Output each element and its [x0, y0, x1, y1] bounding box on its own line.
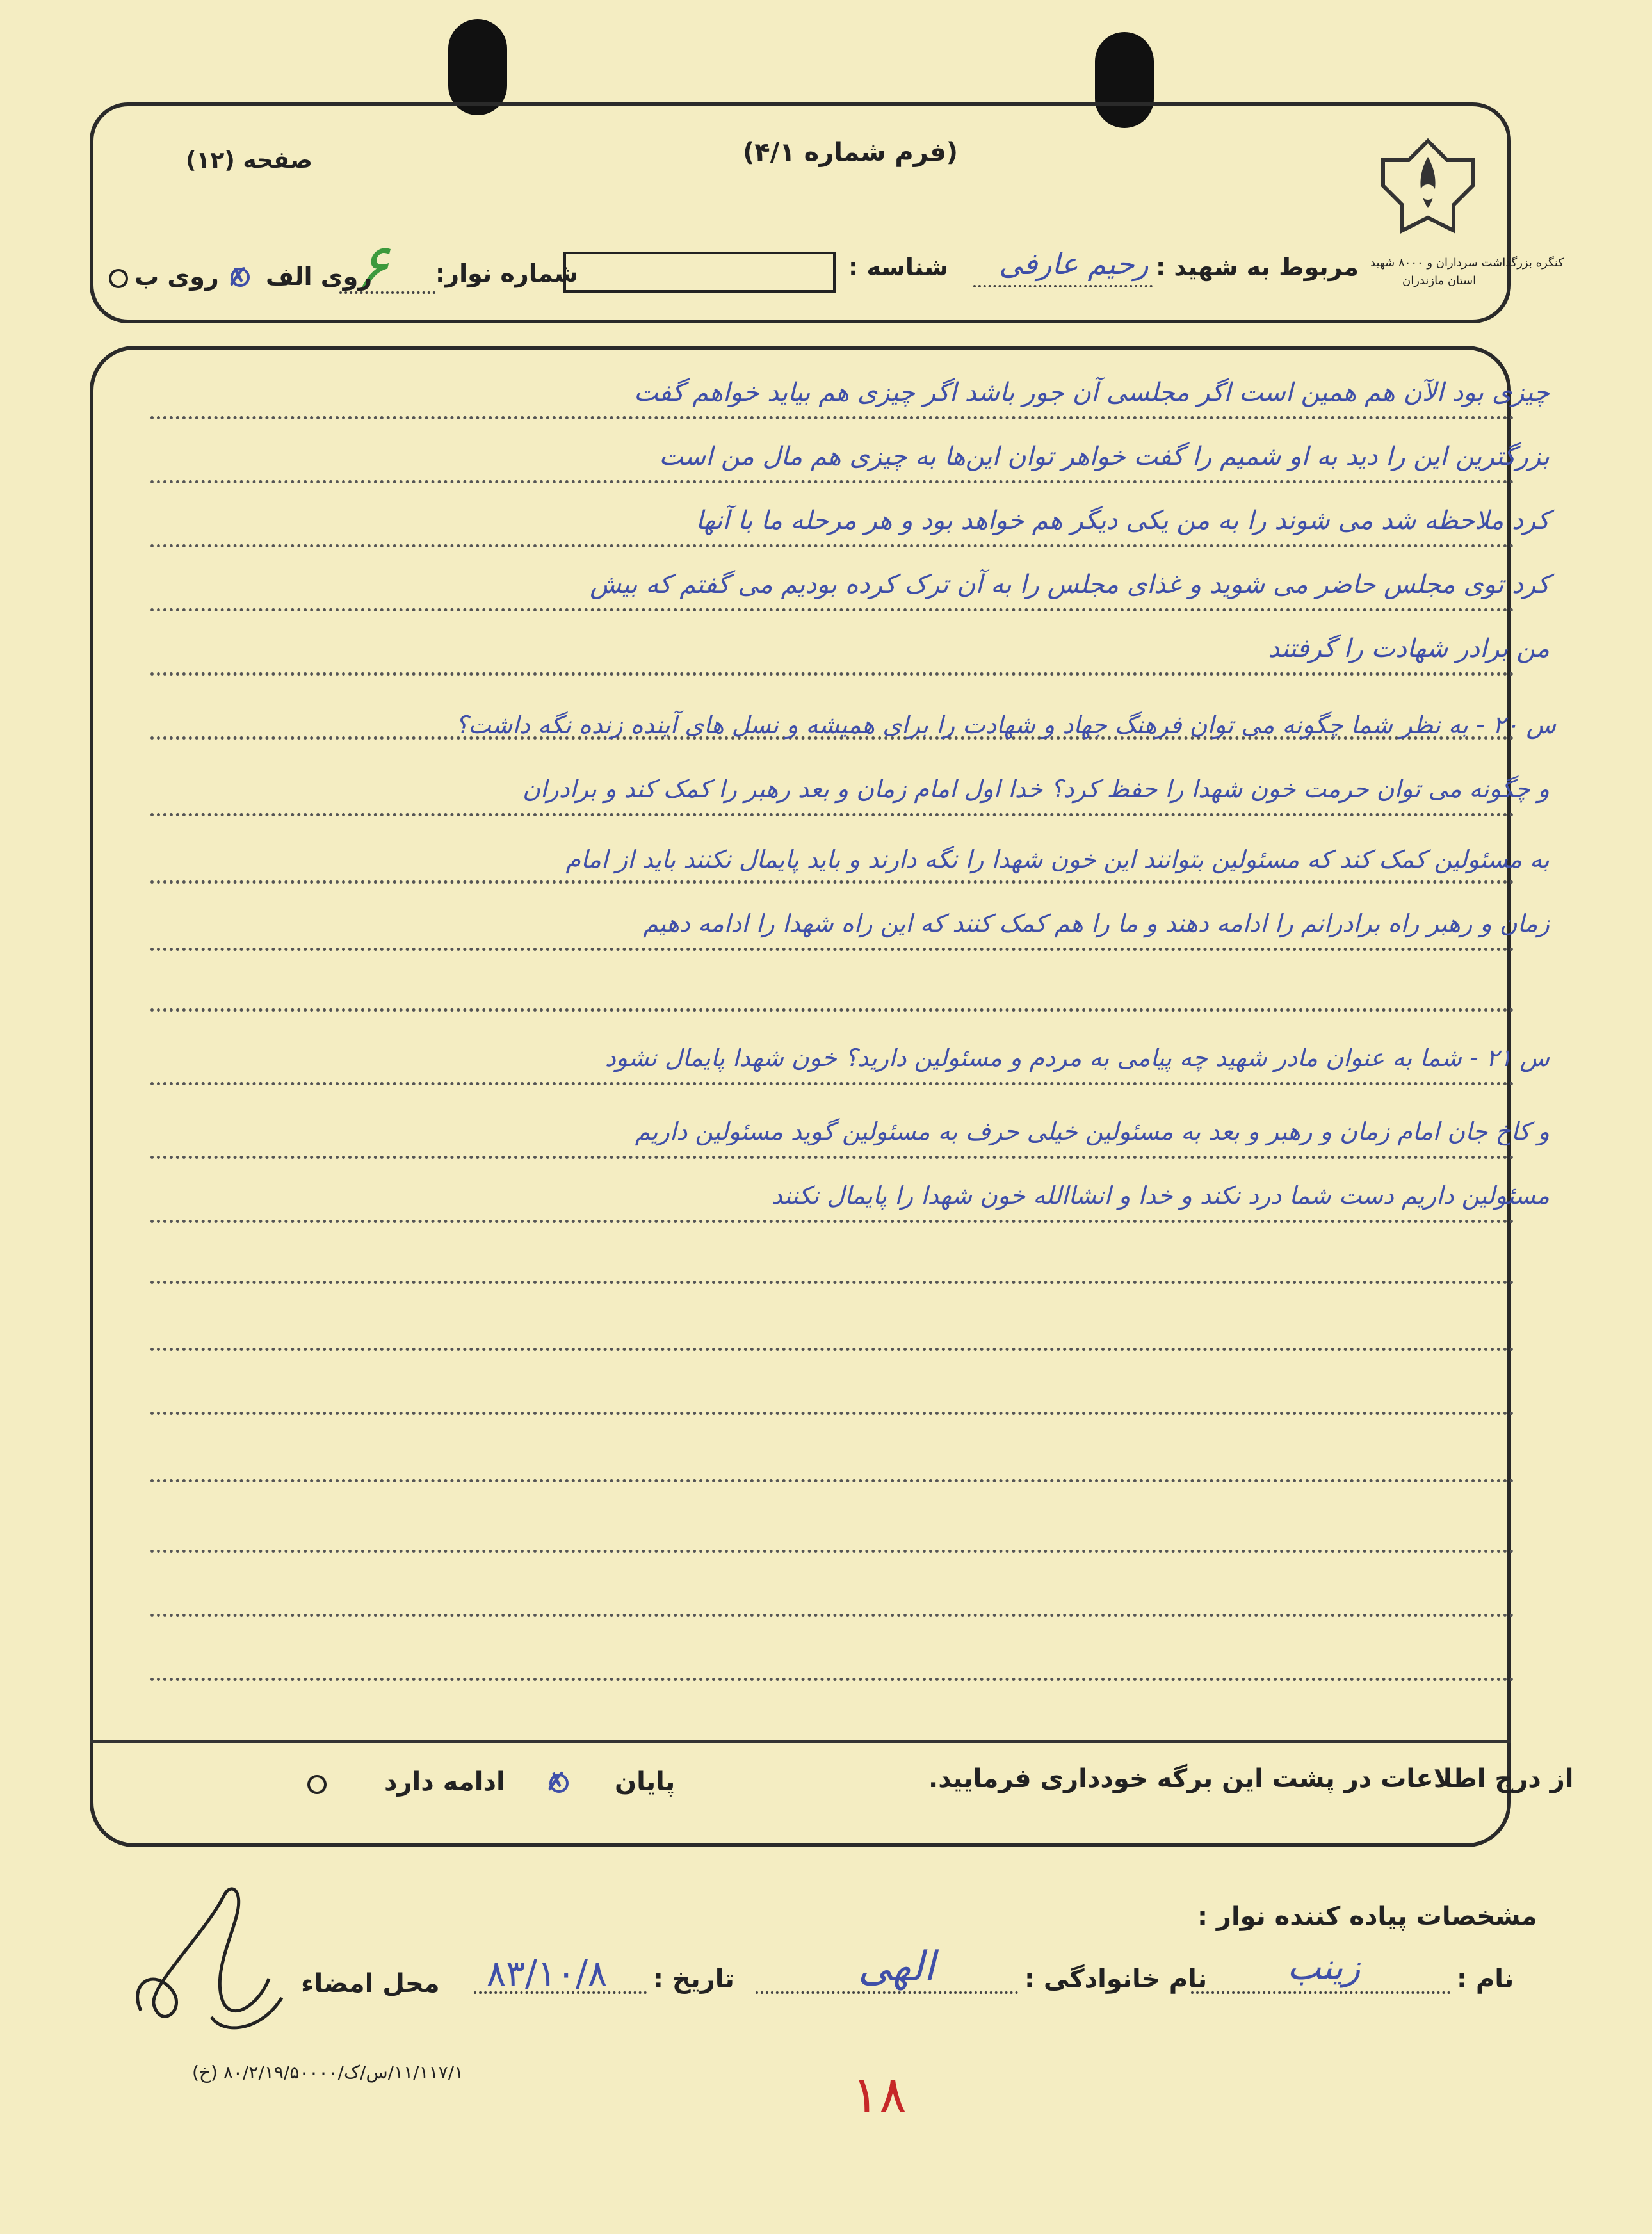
date-dotline — [474, 1991, 647, 1994]
ruled-line — [150, 1082, 1514, 1085]
handwritten-line: س ۲۰ - به نظر شما چگونه می توان فرهنگ جهاد و شهادت را برای همیشه و نسل های آینده زنده نگه داشت؟ — [455, 711, 1556, 739]
tape-number-label: شماره نوار: — [435, 259, 578, 287]
handwritten-line: کرد توی مجلس حاضر می شوید و غذای مجلس را به آن ترک کرده بودیم می گفتم که بیش — [590, 570, 1550, 599]
handwritten-line: من برادر شهادت را گرفتند — [1268, 634, 1550, 663]
page-label: صفحه (۱۲) — [186, 147, 312, 174]
family-label: نام خانوادگی : — [1024, 1964, 1208, 1994]
tape-dotline — [339, 291, 435, 294]
martyr-dotline — [973, 285, 1153, 287]
ruled-line — [150, 1479, 1514, 1482]
handwritten-line: مسئولین داریم دست شما درد نکند و خدا و انشاالله خون شهدا را پایمال نکنند — [771, 1181, 1550, 1210]
martyr-label: مربوط به شهید : — [1156, 253, 1359, 281]
ruled-line — [150, 1614, 1514, 1617]
ruled-line — [150, 1550, 1514, 1553]
family-dotline — [756, 1991, 1018, 1994]
continue-radio[interactable] — [307, 1775, 327, 1794]
ruled-line — [150, 480, 1514, 483]
side-b-checkbox[interactable] — [109, 269, 128, 288]
transcriber-title: مشخصات پیاده کننده نوار : — [1197, 1902, 1537, 1931]
handwritten-line: بزرگترین این را دید به او شمیم را گفت خواهر توان این‌ها به چیزی هم مال من است — [659, 442, 1550, 471]
signature-label: محل امضاء — [301, 1969, 440, 1998]
ruled-line — [150, 813, 1514, 816]
handwritten-line: زمان و رهبر راه برادرانم را ادامه دهند و ما را هم کمک کنند که این راه شهدا را ادامه دهیم — [643, 909, 1550, 937]
ruled-line — [150, 1412, 1514, 1415]
name-dotline — [1191, 1991, 1450, 1994]
notice-text: از درج اطلاعات در پشت این برگه خودداری فرمایید. — [928, 1764, 1574, 1793]
id-label: شناسه : — [848, 253, 948, 281]
ruled-line — [150, 672, 1514, 676]
ruled-line — [150, 416, 1514, 419]
ruled-line — [150, 1678, 1514, 1681]
ruled-line — [150, 948, 1514, 951]
ruled-line — [150, 544, 1514, 547]
family-value: الهی — [858, 1943, 935, 1991]
name-label: نام : — [1457, 1964, 1514, 1994]
ruled-line — [150, 1281, 1514, 1284]
end-label: پایان — [615, 1767, 676, 1797]
ruled-line — [150, 880, 1514, 884]
end-checkmark-icon: ✗ — [546, 1767, 567, 1797]
side-a-checkmark-icon: ✗ — [227, 263, 249, 292]
form-code: ۱۱/۱۱۷/۱/س/ک/۸۰/۲/۱۹/۵۰۰۰۰ (خ) — [192, 2062, 464, 2083]
page-number: ۱۸ — [852, 2065, 907, 2125]
form-title: (فرم شماره ۴/۱) — [743, 138, 959, 167]
martyr-value: رحیم عارفی — [999, 247, 1149, 281]
ruled-line — [150, 1348, 1514, 1351]
handwritten-line: چیزی بود الآن هم همین است اگر مجلسی آن جور باشد اگر چیزی هم بیاید خواهم گفت — [633, 378, 1550, 407]
ruled-line — [150, 608, 1514, 611]
punch-hole-left — [448, 19, 507, 115]
handwritten-line: و کاخ جان امام زمان و رهبر و بعد به مسئولین خیلی حرف به مسئولین گوید مسئولین داریم — [635, 1117, 1550, 1145]
handwritten-line: کرد ملاحظه شد می شوند را به من یکی دیگر هم خواهد بود و هر مرحله ما با آنها — [695, 506, 1550, 535]
handwritten-line: س ۲۱ - شما به عنوان مادر شهید چه پیامی به مردم و مسئولین دارید؟ خون شهدا پایمال نشود — [604, 1044, 1550, 1072]
continue-label: ادامه دارد — [384, 1767, 505, 1797]
footer-separator — [90, 1740, 1511, 1743]
id-field-box — [563, 252, 836, 293]
date-label: تاریخ : — [653, 1964, 734, 1994]
org-name: کنگره بزرگداشت سرداران و ۸۰۰۰ شهید — [1370, 256, 1564, 270]
side-a-label: روی الف — [266, 263, 373, 291]
name-value: زینب — [1287, 1947, 1361, 1988]
tape-number-value: ۶ — [355, 231, 389, 302]
ruled-line — [150, 1220, 1514, 1223]
side-b-label: روی ب — [134, 263, 219, 291]
org-region: استان مازندران — [1402, 274, 1477, 287]
ruled-line — [150, 1156, 1514, 1159]
date-value: ۸۳/۱۰/۸ — [487, 1953, 608, 1995]
handwritten-line: به مسئولین کمک کند که مسئولین بتوانند این خون شهدا را نگه دارند و باید پایمال نکنند باید از امام — [565, 845, 1550, 873]
ruled-line — [150, 1008, 1514, 1012]
org-logo-icon — [1370, 134, 1486, 237]
signature-icon — [115, 1870, 301, 2062]
handwritten-line: و چگونه می توان حرمت خون شهدا را حفظ کرد؟ خدا اول امام زمان و بعد رهبر را کمک کند و برادران — [522, 775, 1550, 803]
